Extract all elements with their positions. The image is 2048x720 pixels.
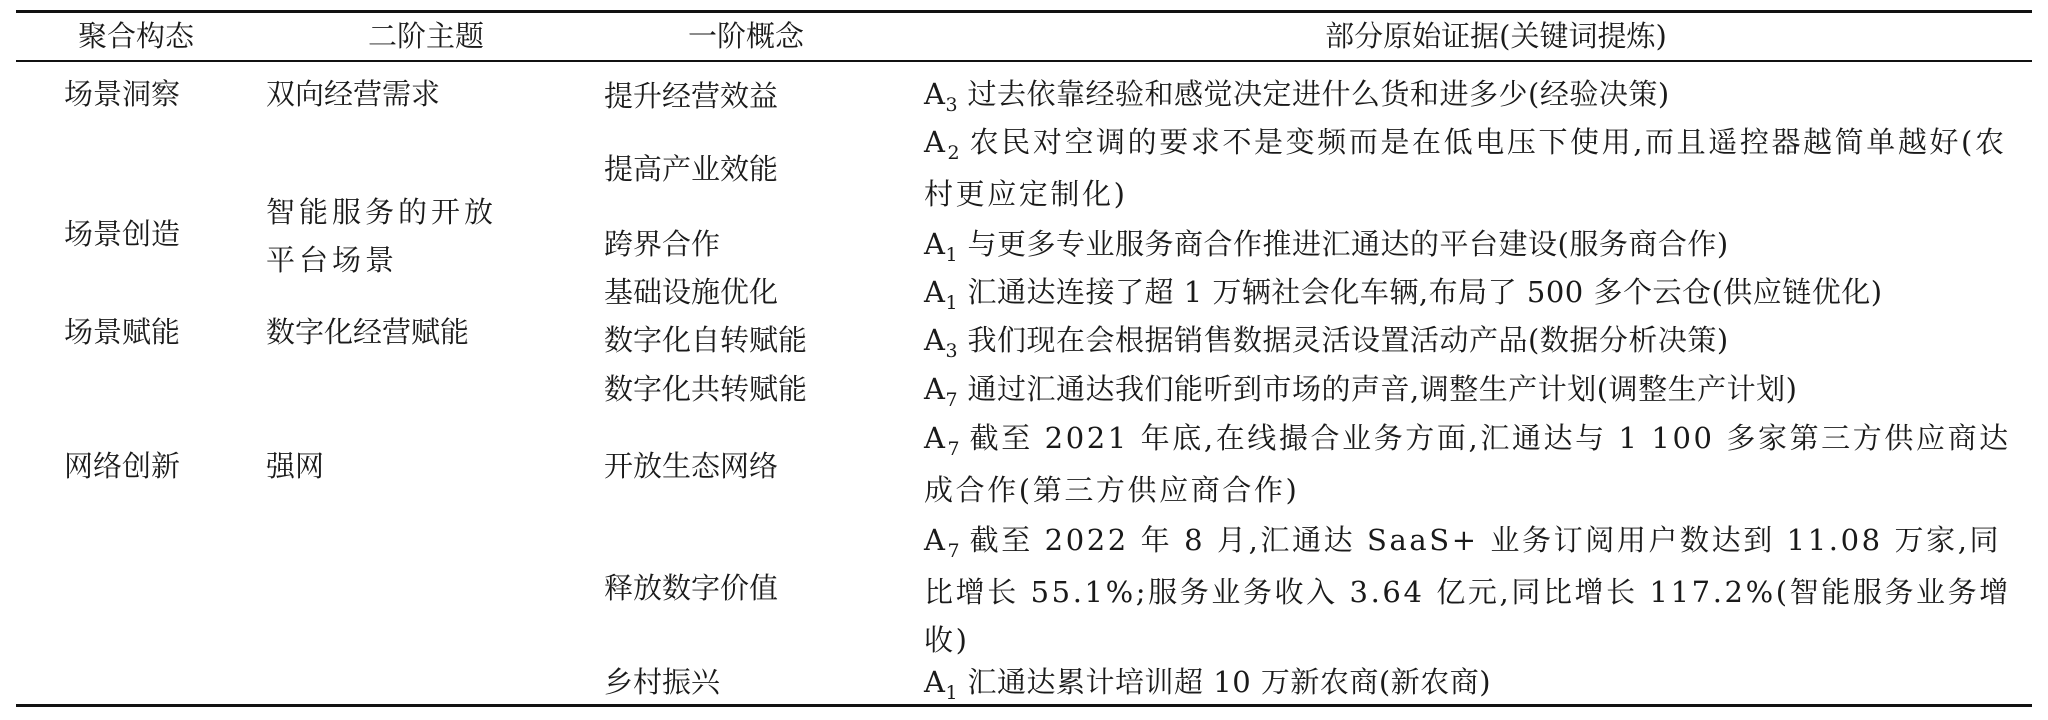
evidence-cell bbox=[924, 70, 2024, 122]
evidence-source-subscript: 1 bbox=[945, 682, 958, 704]
concept-cell: 提高产业效能 bbox=[604, 152, 779, 186]
header-second-order-theme: 二阶主题 bbox=[367, 19, 484, 53]
evidence-text: 汇通达连接了超 1 万辆社会化车辆,布局了 500 多个云仓(供应链优化) bbox=[967, 275, 1883, 309]
aggregate-cell: 场景洞察 bbox=[64, 77, 181, 111]
evidence-source-label: A bbox=[924, 523, 948, 557]
evidence-source-label: A bbox=[924, 665, 946, 699]
concept-cell: 数字化共转赋能 bbox=[604, 372, 808, 406]
evidence-text: 我们现在会根据销售数据灵活设置活动产品(数据分析决策) bbox=[967, 323, 1729, 357]
evidence-cell bbox=[924, 268, 2024, 320]
evidence-source-subscript: 1 bbox=[945, 292, 958, 314]
evidence-source-subscript: 7 bbox=[945, 389, 958, 411]
evidence-source-subscript: 3 bbox=[945, 340, 958, 362]
evidence-text: 与更多专业服务商合作推进汇通达的平台建设(服务商合作) bbox=[967, 227, 1729, 261]
evidence-cell bbox=[924, 316, 2024, 368]
evidence-source-subscript: 7 bbox=[947, 540, 960, 562]
concept-cell: 乡村振兴 bbox=[604, 665, 721, 699]
evidence-cell bbox=[924, 516, 2024, 664]
evidence-source-label: A bbox=[924, 372, 946, 406]
theme-cell: 数字化经营赋能 bbox=[266, 315, 470, 349]
evidence-source-label: A bbox=[924, 275, 946, 309]
evidence-source-label: A bbox=[924, 227, 946, 261]
evidence-cell bbox=[924, 220, 2024, 272]
concept-cell: 开放生态网络 bbox=[604, 449, 779, 483]
evidence-source-subscript: 3 bbox=[945, 94, 958, 116]
evidence-source-subscript: 2 bbox=[947, 142, 960, 164]
evidence-cell bbox=[924, 118, 2024, 218]
evidence-cell bbox=[924, 414, 2024, 514]
aggregate-cell: 场景创造 bbox=[64, 217, 181, 251]
theme-cell: 智能服务的开放平台场景 bbox=[266, 195, 498, 277]
evidence-text: 截至 2022 年 8 月,汇通达 SaaS+ 业务订阅用户数达到 11.08 万家,同比增长 55.1%;服务业务收入 3.64 亿元,同比增长 117.2%(智能服务业务增收) bbox=[924, 523, 2011, 657]
evidence-cell bbox=[924, 365, 2024, 417]
evidence-source-label: A bbox=[924, 125, 948, 159]
evidence-source-label: A bbox=[924, 421, 948, 455]
aggregate-cell: 网络创新 bbox=[64, 449, 181, 483]
evidence-text: 过去依靠经验和感觉决定进什么货和进多少(经验决策) bbox=[967, 77, 1670, 111]
concept-cell: 基础设施优化 bbox=[604, 275, 779, 309]
evidence-text: 汇通达累计培训超 10 万新农商(新农商) bbox=[967, 665, 1492, 699]
evidence-source-subscript: 1 bbox=[945, 244, 958, 266]
evidence-source-label: A bbox=[924, 77, 946, 111]
aggregate-cell: 场景赋能 bbox=[64, 315, 181, 349]
evidence-source-label: A bbox=[924, 323, 946, 357]
header-raw-evidence: 部分原始证据(关键词提炼) bbox=[1325, 19, 1667, 53]
evidence-table bbox=[16, 10, 2032, 710]
theme-cell: 强网 bbox=[266, 449, 325, 483]
evidence-source-subscript: 7 bbox=[947, 438, 960, 460]
concept-cell: 数字化自转赋能 bbox=[604, 323, 808, 357]
table-header-rule bbox=[16, 60, 2032, 62]
evidence-cell bbox=[924, 658, 2024, 710]
concept-cell: 跨界合作 bbox=[604, 227, 721, 261]
concept-cell: 提升经营效益 bbox=[604, 79, 779, 113]
evidence-text: 截至 2021 年底,在线撮合业务方面,汇通达与 1 100 多家第三方供应商达成合作(第三方供应商合作) bbox=[924, 421, 2011, 507]
theme-cell: 双向经营需求 bbox=[266, 77, 441, 111]
header-aggregate: 聚合构态 bbox=[77, 19, 194, 53]
evidence-text: 农民对空调的要求不是变频而是在低电压下使用,而且遥控器越简单越好(农村更应定制化) bbox=[924, 125, 2007, 211]
concept-cell: 释放数字价值 bbox=[604, 571, 779, 605]
evidence-text: 通过汇通达我们能听到市场的声音,调整生产计划(调整生产计划) bbox=[967, 372, 1798, 406]
header-first-order-concept: 一阶概念 bbox=[687, 19, 804, 53]
